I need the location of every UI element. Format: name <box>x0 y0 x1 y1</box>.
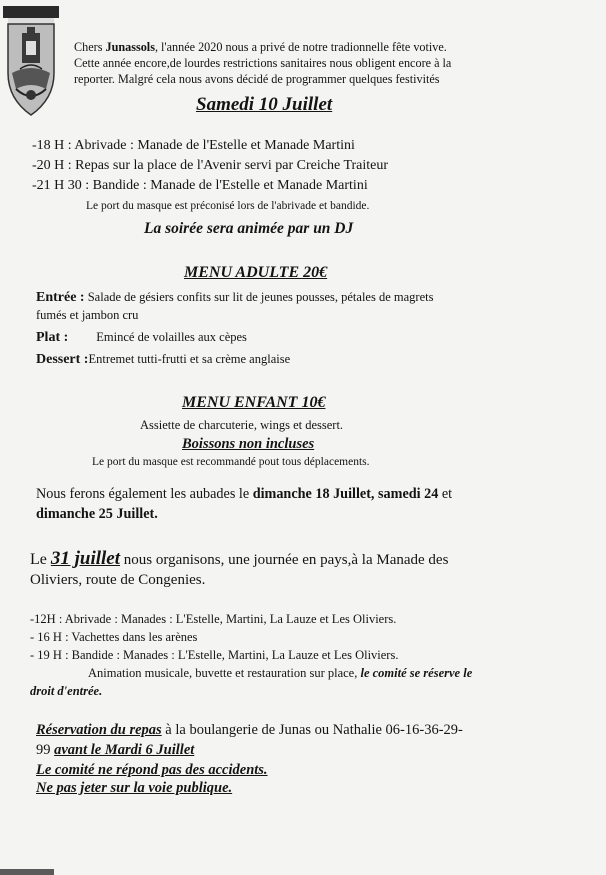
menu-adult-plat: Plat : Emincé de volailles aux cèpes <box>36 330 247 345</box>
village-logo <box>2 3 60 121</box>
intro-line-1: Chers Junassols, l'année 2020 nous a privé de notre tradionnelle fête votive. <box>74 40 447 54</box>
intro-line-3: reporter. Malgré cela nous avons décidé de programmer quelques festivités <box>74 72 440 86</box>
july31-item-1: -12H : Abrivade : Manades : L'Estelle, Martini, La Lauze et Les Oliviers. <box>30 612 397 626</box>
july31-item-3: - 19 H : Bandide : Manades : L'Estelle, Martini, La Lauze et Les Oliviers. <box>30 648 399 662</box>
aubades-line-2: dimanche 25 Juillet. <box>36 506 158 522</box>
day1-dj-note: La soirée sera animée par un DJ <box>144 220 354 237</box>
july31-line-2: Oliviers, route de Congenies. <box>30 572 206 588</box>
day1-item-3: -21 H 30 : Bandide : Manade de l'Estelle et Manade Martini <box>32 178 368 193</box>
village-crest-icon <box>2 3 60 121</box>
menu-adult-entree: Entrée : Salade de gésiers confits sur lit de jeunes pousses, pétales de magrets <box>36 290 434 305</box>
reservation-line-2: 99 avant le Mardi 6 Juillet <box>36 742 195 758</box>
day1-item-2: -20 H : Repas sur la place de l'Avenir servi par Creiche Traiteur <box>32 158 389 173</box>
bottom-edge-strip <box>0 869 54 875</box>
intro-line-2: Cette année encore,de lourdes restrictions sanitaires nous obligent encore à la <box>74 56 452 70</box>
day1-mask-note: Le port du masque est préconisé lors de l'abrivade et bandide. <box>86 200 370 212</box>
menu-child-drinks: Boissons non incluses <box>182 436 315 452</box>
reservation-line-1: Réservation du repas à la boulangerie de Junas ou Nathalie 06-16-36-29- <box>36 722 463 738</box>
menu-adult-title: MENU ADULTE 20€ <box>184 264 328 281</box>
aubades-line-1: Nous ferons également les aubades le dimanche 18 Juillet, samedi 24 et <box>36 486 453 502</box>
disclaimer-accidents: Le comité ne répond pas des accidents. <box>36 762 268 778</box>
menu-adult-entree-cont: fumés et jambon cru <box>36 308 139 322</box>
july31-line-1: Le 31 juillet nous organisons, une journée en pays,à la Manade des <box>30 548 449 569</box>
july31-item-2: - 16 H : Vachettes dans les arènes <box>30 630 198 644</box>
day1-item-1: -18 H : Abrivade : Manade de l'Estelle et Manade Martini <box>32 138 355 153</box>
menu-child-mask-note: Le port du masque est recommandé pout tous déplacements. <box>92 456 370 468</box>
day1-title: Samedi 10 Juillet <box>196 94 333 115</box>
july31-animation-cont: droit d'entrée. <box>30 684 103 698</box>
menu-child-text: Assiette de charcuterie, wings et dessert. <box>140 418 344 432</box>
july31-animation: Animation musicale, buvette et restauration sur place, le comité se réserve le <box>88 666 473 680</box>
disclaimer-litter: Ne pas jeter sur la voie publique. <box>36 780 233 796</box>
menu-adult-dessert: Dessert :Entremet tutti-frutti et sa crème anglaise <box>36 352 291 367</box>
menu-child-title: MENU ENFANT 10€ <box>182 394 326 411</box>
